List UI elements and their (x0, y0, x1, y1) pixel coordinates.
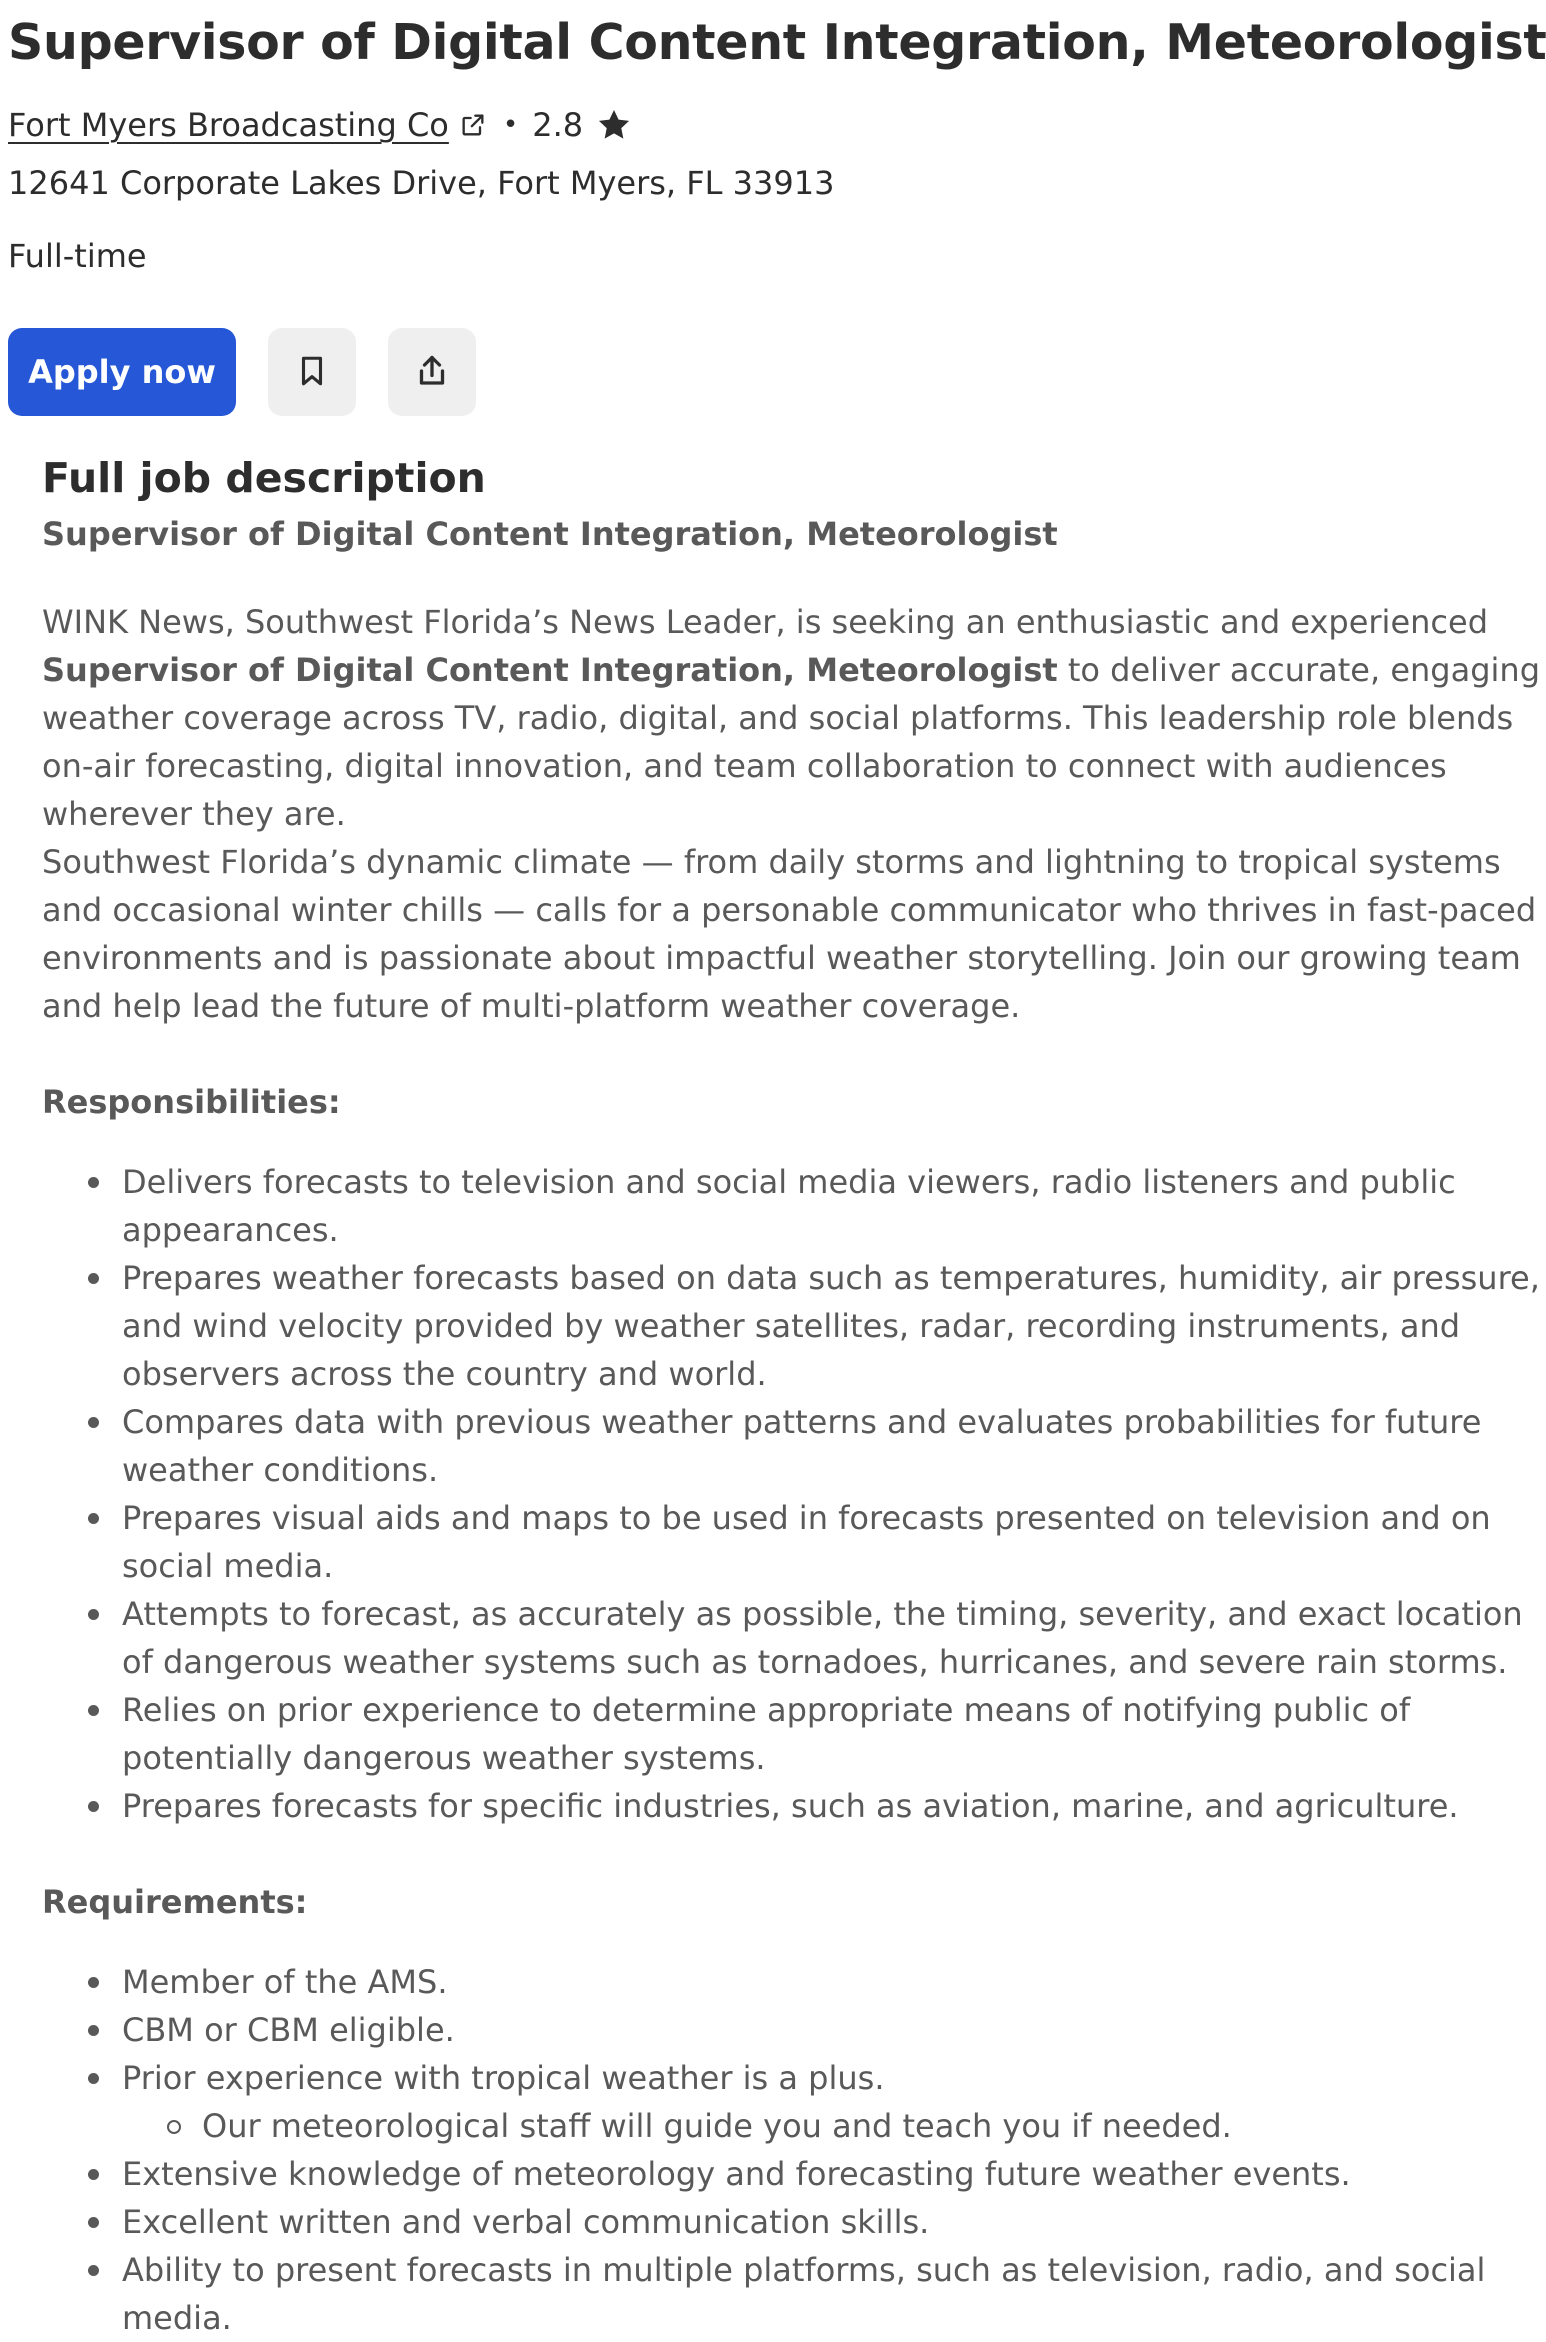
list-item: Attempts to forecast, as accurately as possible, the timing, severity, and exact location of dangerous weather systems such as tornadoes, hurricanes, and severe rain storms. (42, 1590, 1362, 1686)
climate-line: and help lead the future of multi-platform weather coverage. (42, 987, 1021, 1025)
intro-bold-title: Supervisor of Digital Content Integration, Meteorologist (42, 651, 1058, 689)
apply-now-button[interactable]: Apply now (8, 328, 236, 416)
list-item: Prepares weather forecasts based on data such as temperatures, humidity, air pressure, and wind velocity provided by weather satellites, radar, recording instruments, and observers across the country and world. (42, 1254, 1362, 1398)
list-item: Prior experience with tropical weather is a plus. (42, 2054, 1362, 2102)
save-job-button[interactable] (268, 328, 356, 416)
requirements-heading: Requirements: (42, 1883, 308, 1921)
requirements-sublist (42, 2102, 1362, 2150)
climate-line: environments and is passionate about impactful weather storytelling. Join our growing team (42, 939, 1521, 977)
company-link[interactable]: Fort Myers Broadcasting Co (8, 106, 449, 144)
responsibilities-list (42, 1158, 1540, 1830)
list-item: Prepares visual aids and maps to be used in forecasts presented on television and on social media. (42, 1494, 1362, 1590)
separator-dot: • (502, 110, 519, 140)
requirements-list-continued (42, 2150, 1486, 2342)
intro-line: on-air forecasting, digital innovation, and team collaboration to connect with audiences (42, 747, 1447, 785)
responsibilities-heading: Responsibilities: (42, 1083, 341, 1121)
external-link-icon[interactable] (459, 111, 487, 139)
intro-line: WINK News, Southwest Florida’s News Leader, is seeking an enthusiastic and experienced (42, 603, 1488, 641)
intro-line: to deliver accurate, engaging (1057, 651, 1540, 689)
list-item: Excellent written and verbal communication skills. (42, 2198, 1362, 2246)
list-item: Extensive knowledge of meteorology and forecasting future weather events. (42, 2150, 1362, 2198)
list-item: Compares data with previous weather patterns and evaluates probabilities for future weather conditions. (42, 1398, 1362, 1494)
job-type: Full-time (8, 237, 147, 275)
list-item: Our meteorological staff will guide you and teach you if needed. (42, 2102, 1362, 2150)
intro-line: weather coverage across TV, radio, digital, and social platforms. This leadership role blends (42, 699, 1514, 737)
list-item: Prepares forecasts for specific industries, such as aviation, marine, and agriculture. (42, 1782, 1362, 1830)
climate-paragraph (42, 838, 1537, 1030)
list-item: Member of the AMS. (42, 1958, 1362, 2006)
climate-line: Southwest Florida’s dynamic climate — from daily storms and lightning to tropical systems (42, 843, 1501, 881)
intro-paragraph (42, 598, 1540, 838)
list-item: Relies on prior experience to determine appropriate means of notifying public of potentially dangerous weather systems. (42, 1686, 1362, 1782)
description-subtitle: Supervisor of Digital Content Integration, Meteorologist (42, 515, 1058, 553)
star-icon (595, 106, 633, 144)
bookmark-icon (295, 354, 329, 391)
description-heading: Full job description (42, 454, 486, 502)
list-item: Ability to present forecasts in multiple platforms, such as television, radio, and social media. (42, 2246, 1362, 2342)
intro-line: wherever they are. (42, 795, 346, 833)
share-job-button[interactable] (388, 328, 476, 416)
list-item: CBM or CBM eligible. (42, 2006, 1362, 2054)
company-rating: 2.8 (532, 106, 584, 144)
climate-line: and occasional winter chills — calls for a personable communicator who thrives in fast-paced (42, 891, 1537, 929)
job-description (42, 446, 1540, 2342)
list-item: Delivers forecasts to television and social media viewers, radio listeners and public appearances. (42, 1158, 1362, 1254)
action-bar (8, 328, 476, 416)
job-title: Supervisor of Digital Content Integration, Meteorologist (8, 14, 1546, 71)
share-icon (414, 353, 450, 392)
job-location: 12641 Corporate Lakes Drive, Fort Myers, FL 33913 (8, 164, 835, 202)
company-row (8, 100, 633, 150)
requirements-list (42, 1958, 1362, 2102)
